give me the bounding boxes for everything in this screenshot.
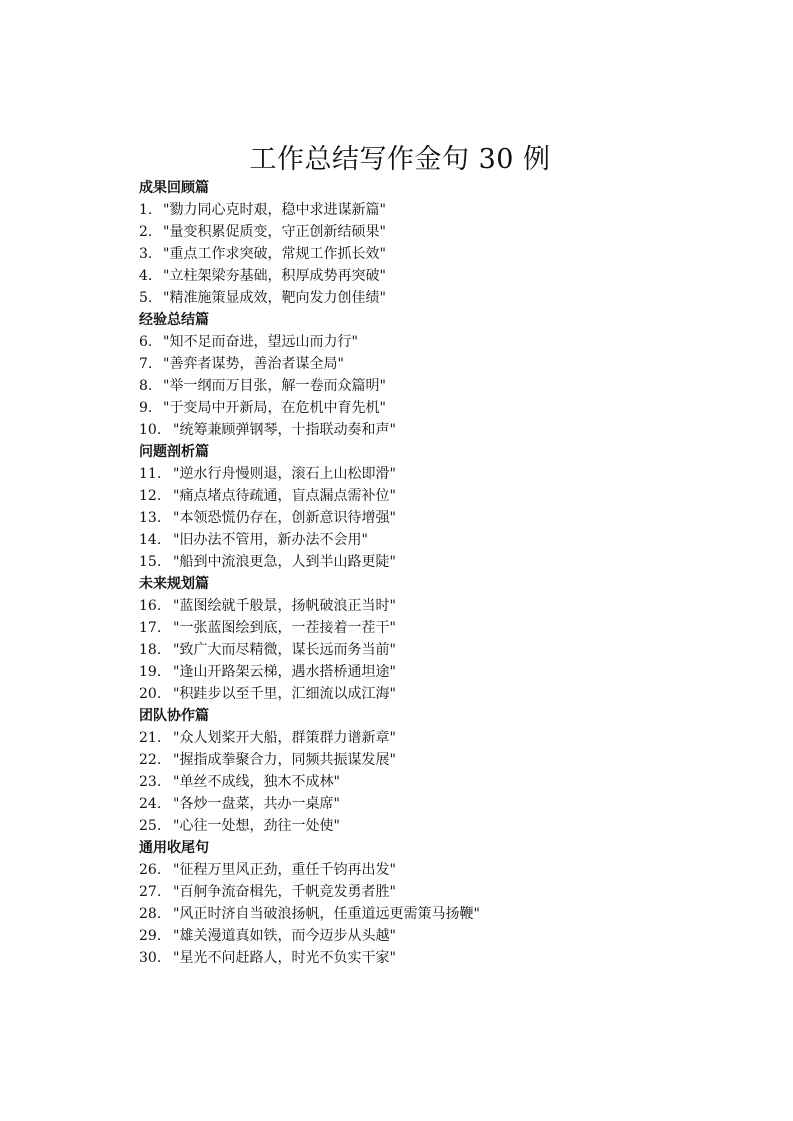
quote-item <box>139 925 739 947</box>
quote-number: 17. <box>139 620 162 636</box>
quote-text: "举一纲而万目张，解一卷而众篇明" <box>163 378 386 394</box>
quote-item <box>139 639 739 661</box>
quote-item <box>139 947 739 969</box>
quote-text: "立柱架梁夯基础，积厚成势再突破" <box>163 268 386 284</box>
quote-text: "逢山开路架云梯，遇水搭桥通坦途" <box>173 664 396 680</box>
quote-text: "旧办法不管用，新办法不会用" <box>173 532 368 548</box>
quote-number: 14. <box>139 532 162 548</box>
quote-item <box>139 419 739 441</box>
quote-text: "握指成拳聚合力，同频共振谋发展" <box>173 752 396 768</box>
quote-number: 12. <box>139 488 162 504</box>
quote-item <box>139 529 739 551</box>
quote-text: "本领恐慌仍存在，创新意识待增强" <box>173 510 396 526</box>
section-heading: 未来规划篇 <box>139 576 209 592</box>
quote-text: "各炒一盘菜，共办一桌席" <box>173 796 340 812</box>
quote-item <box>139 265 739 287</box>
quote-number: 22. <box>139 752 162 768</box>
quote-text: "心往一处想，劲往一处使" <box>173 818 340 834</box>
quote-text: "量变积累促质变，守正创新结硕果" <box>163 224 386 240</box>
quote-item <box>139 243 739 265</box>
section-heading: 成果回顾篇 <box>139 180 209 196</box>
quote-number: 1. <box>139 202 153 218</box>
quote-number: 26. <box>139 862 162 878</box>
quote-number: 16. <box>139 598 162 614</box>
quote-item <box>139 881 739 903</box>
quote-item <box>139 507 739 529</box>
quote-number: 21. <box>139 730 162 746</box>
quote-text: "知不足而奋进，望远山而力行" <box>163 334 358 350</box>
quote-item <box>139 749 739 771</box>
quote-number: 13. <box>139 510 162 526</box>
quote-text: "于变局中开新局，在危机中育先机" <box>163 400 386 416</box>
quote-number: 7. <box>139 356 153 372</box>
quote-text: "精准施策显成效，靶向发力创佳绩" <box>163 290 386 306</box>
quote-item <box>139 617 739 639</box>
quote-number: 3. <box>139 246 153 262</box>
quote-item <box>139 683 739 705</box>
quote-text: "风正时济自当破浪扬帆，任重道远更需策马扬鞭" <box>173 906 480 922</box>
quote-item <box>139 903 739 925</box>
quote-item <box>139 771 739 793</box>
quote-number: 5. <box>139 290 153 306</box>
quote-item <box>139 793 739 815</box>
page-title: 工作总结写作金句 30 例 <box>249 144 551 175</box>
quote-text: "积跬步以至千里，汇细流以成江海" <box>173 686 396 702</box>
quote-item <box>139 815 739 837</box>
quote-text: "百舸争流奋楫先，千帆竞发勇者胜" <box>173 884 396 900</box>
quote-number: 29. <box>139 928 162 944</box>
quote-text: "星光不问赶路人，时光不负实干家" <box>173 950 396 966</box>
quote-item <box>139 859 739 881</box>
quote-item <box>139 353 739 375</box>
quote-item <box>139 199 739 221</box>
quote-item <box>139 221 739 243</box>
quote-number: 24. <box>139 796 162 812</box>
quote-item <box>139 595 739 617</box>
quote-number: 6. <box>139 334 153 350</box>
quote-number: 28. <box>139 906 162 922</box>
quote-number: 19. <box>139 664 162 680</box>
quote-number: 10. <box>139 422 162 438</box>
quote-item <box>139 727 739 749</box>
quote-number: 30. <box>139 950 162 966</box>
quote-text: "蓝图绘就千般景，扬帆破浪正当时" <box>173 598 396 614</box>
quote-text: "致广大而尽精微，谋长远而务当前" <box>173 642 396 658</box>
document-content <box>139 177 739 969</box>
quote-text: "征程万里风正劲，重任千钧再出发" <box>173 862 396 878</box>
quote-number: 11. <box>139 466 162 482</box>
quote-number: 4. <box>139 268 153 284</box>
quote-text: "勠力同心克时艰，稳中求进谋新篇" <box>163 202 386 218</box>
quote-text: "善弈者谋势，善治者谋全局" <box>163 356 344 372</box>
quote-number: 8. <box>139 378 153 394</box>
quote-item <box>139 331 739 353</box>
quote-number: 27. <box>139 884 162 900</box>
quote-number: 20. <box>139 686 162 702</box>
quote-text: "单丝不成线，独木不成林" <box>173 774 340 790</box>
quote-text: "船到中流浪更急，人到半山路更陡" <box>173 554 396 570</box>
quote-text: "逆水行舟慢则退，滚石上山松即滑" <box>173 466 396 482</box>
quote-number: 9. <box>139 400 153 416</box>
quote-text: "统筹兼顾弹钢琴，十指联动奏和声" <box>173 422 396 438</box>
quote-item <box>139 287 739 309</box>
quote-item <box>139 661 739 683</box>
quote-text: "重点工作求突破，常规工作抓长效" <box>163 246 386 262</box>
section-heading: 通用收尾句 <box>139 840 209 856</box>
section-heading: 团队协作篇 <box>139 708 209 724</box>
quote-number: 25. <box>139 818 162 834</box>
quote-text: "一张蓝图绘到底，一茬接着一茬干" <box>173 620 396 636</box>
quote-text: "众人划桨开大船，群策群力谱新章" <box>173 730 396 746</box>
quote-item <box>139 485 739 507</box>
quote-text: "雄关漫道真如铁，而今迈步从头越" <box>173 928 396 944</box>
quote-number: 2. <box>139 224 153 240</box>
quote-item <box>139 397 739 419</box>
quote-item <box>139 375 739 397</box>
quote-number: 15. <box>139 554 162 570</box>
quote-number: 23. <box>139 774 162 790</box>
quote-number: 18. <box>139 642 162 658</box>
section-heading: 问题剖析篇 <box>139 444 209 460</box>
quote-text: "痛点堵点待疏通，盲点漏点需补位" <box>173 488 396 504</box>
quote-item <box>139 463 739 485</box>
section-heading: 经验总结篇 <box>139 312 209 328</box>
quote-item <box>139 551 739 573</box>
